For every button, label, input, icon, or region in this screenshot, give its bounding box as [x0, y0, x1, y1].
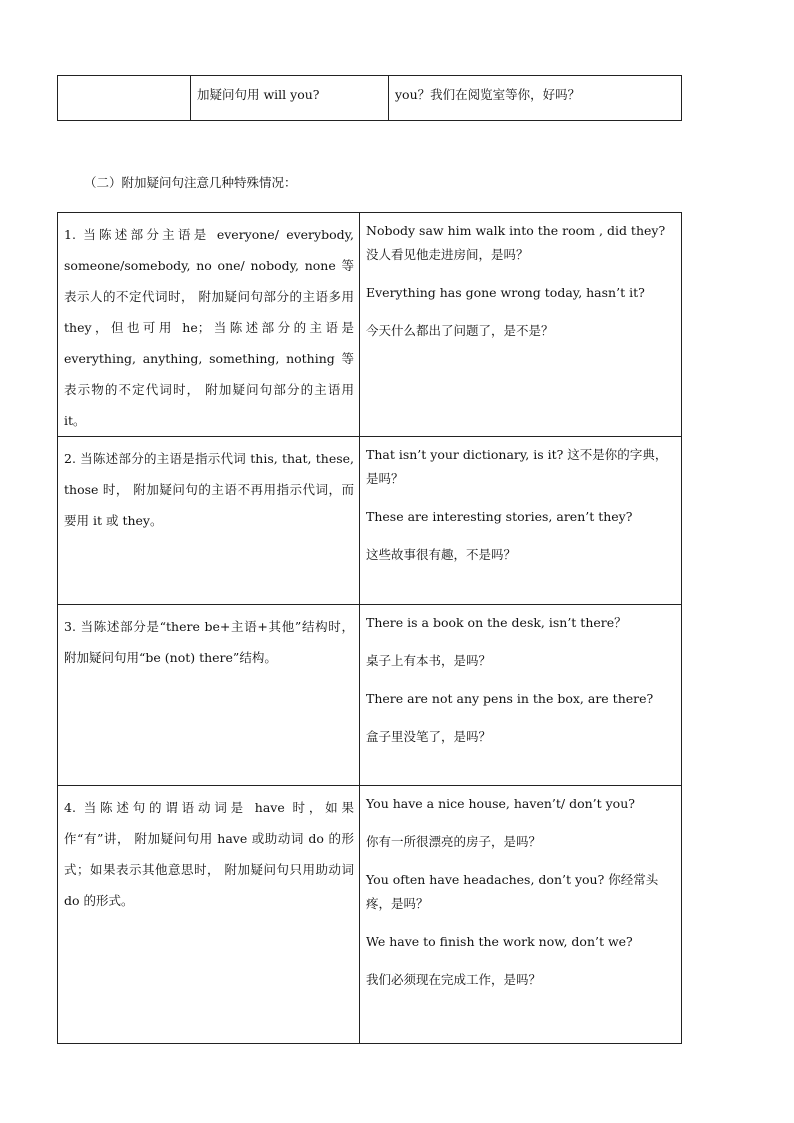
example-line: That isn’t your dictionary, is it? 这不是你的字典，是吗？ — [366, 447, 668, 486]
example-cell — [360, 605, 682, 786]
table-row — [58, 76, 682, 121]
rule-cell — [58, 213, 360, 437]
example-line: 盒子里没笔了，是吗？ — [366, 729, 492, 744]
example-line: 你有一所很漂亮的房子，是吗？ — [366, 834, 542, 849]
example-line: You have a nice house, haven’t/ don’t you? — [366, 796, 635, 811]
table-cell: you？我们在阅览室等你，好吗？ — [389, 76, 682, 121]
example-line: These are interesting stories, aren’t they? — [366, 509, 633, 524]
example-line: Nobody saw him walk into the room , did they? 没人看见他走进房间，是吗？ — [366, 223, 666, 262]
example-line: There are not any pens in the box, are there? — [366, 691, 654, 706]
example-cell — [360, 213, 682, 437]
rule-text: 3. 当陈述部分是“there be+主语+其他”结构时，附加疑问句用“be (not) there”结构。 — [64, 619, 354, 665]
table-cell — [58, 76, 191, 121]
example-line: You often have headaches, don’t you? 你经常头疼，是吗？ — [366, 872, 659, 911]
continued-table — [57, 75, 682, 121]
special-cases-table — [57, 212, 682, 1044]
table-row — [58, 213, 682, 437]
example-line: We have to finish the work now, don’t we? — [366, 934, 633, 949]
rule-cell — [58, 786, 360, 1044]
table-row — [58, 437, 682, 605]
example-line: 我们必须现在完成工作，是吗？ — [366, 972, 542, 987]
rule-text: 4. 当陈述句的谓语动词是 have 时，如果作“有”讲， 附加疑问句用 have 或助动词 do 的形式；如果表示其他意思时， 附加疑问句只用助动词 do 的形式。 — [64, 800, 354, 908]
section-heading: （二）附加疑问句注意几种特殊情况： — [84, 175, 297, 190]
example-line: Everything has gone wrong today, hasn’t it? — [366, 285, 645, 300]
example-line: 桌子上有本书，是吗？ — [366, 653, 492, 668]
rule-text: 2. 当陈述部分的主语是指示代词 this, that, these, those 时， 附加疑问句的主语不再用指示代词，而要用 it 或 they。 — [64, 451, 354, 528]
rule-cell — [58, 605, 360, 786]
rule-text: 1. 当陈述部分主语是 everyone/ everybody, someone/somebody, no one/ nobody, none 等表示人的不定代词时， 附加疑问句部分的主语多用 they，但也可用 he；当陈述部分的主语是 everything, anything, something, nothing 等表示物的不定代词时， 附加疑问句部分的主语用 it。 — [64, 227, 354, 428]
table-row — [58, 786, 682, 1044]
rule-cell — [58, 437, 360, 605]
example-line: 今天什么都出了问题了，是不是？ — [366, 323, 554, 338]
example-line: There is a book on the desk, isn’t there？ — [366, 615, 627, 630]
example-cell — [360, 786, 682, 1044]
table-cell: 加疑问句用 will you? — [191, 76, 389, 121]
example-line: 这些故事很有趣，不是吗？ — [366, 547, 517, 562]
example-cell — [360, 437, 682, 605]
table-row — [58, 605, 682, 786]
